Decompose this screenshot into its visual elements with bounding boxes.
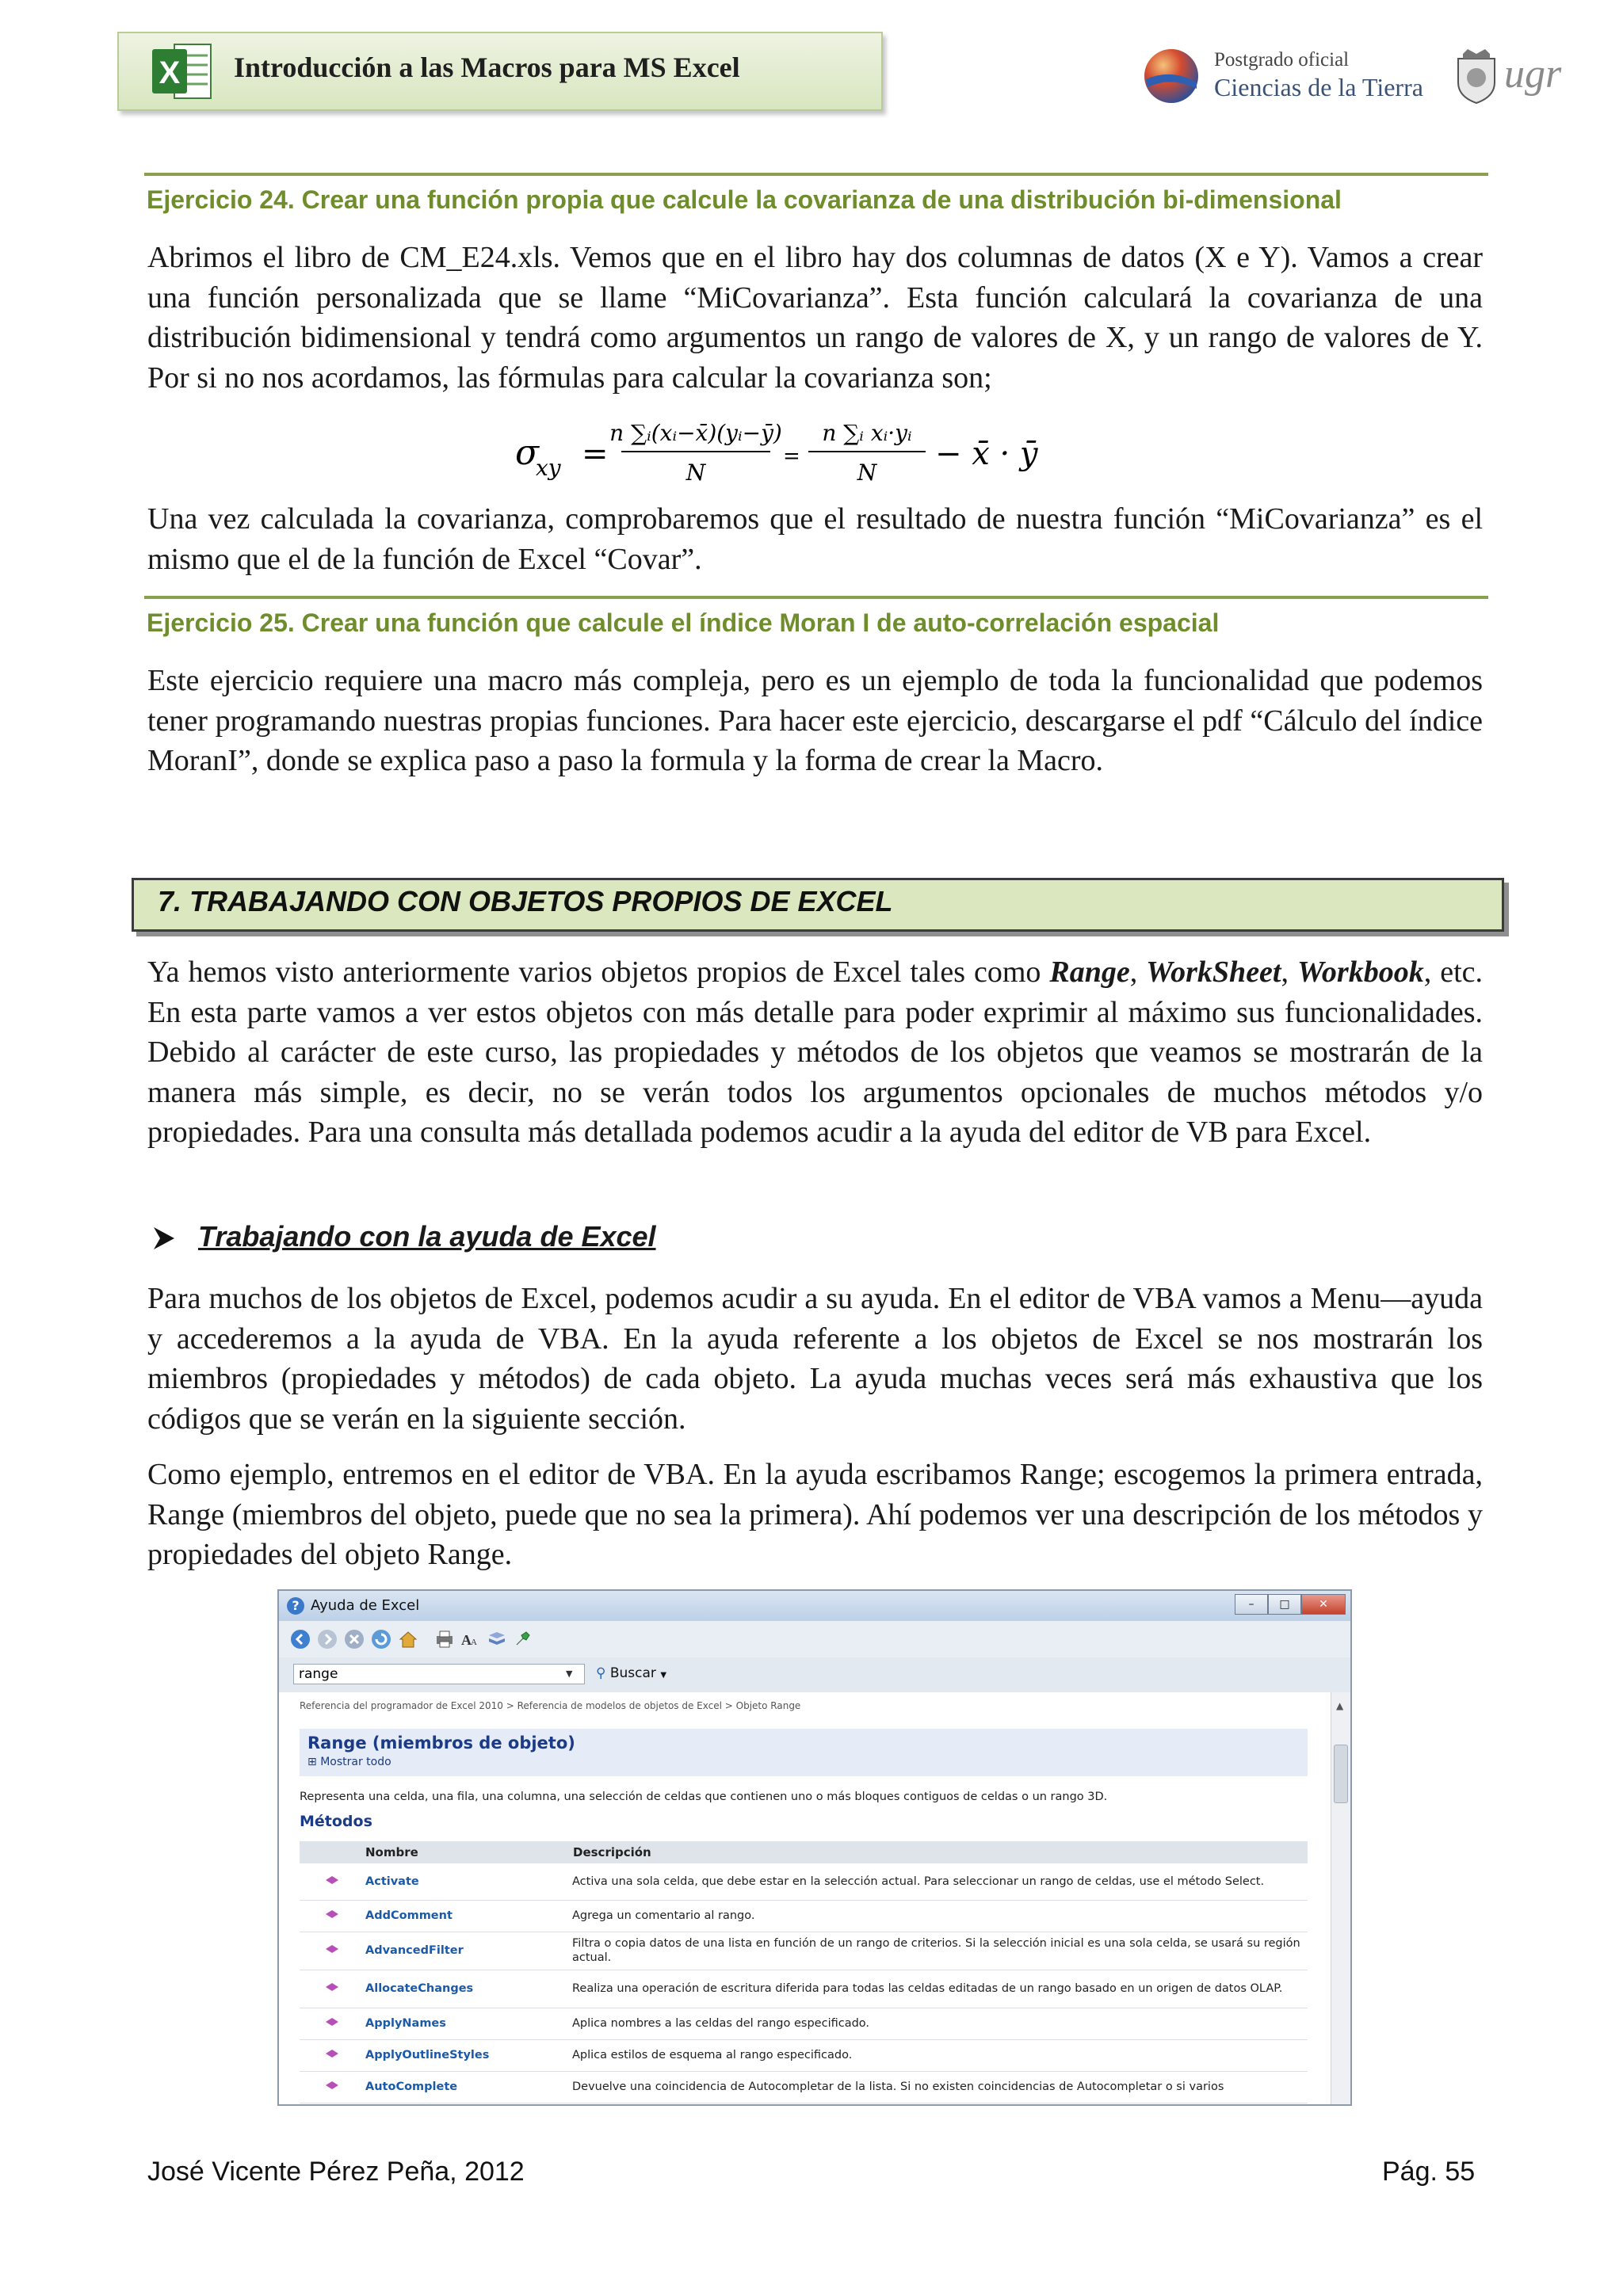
- institution-branding: [1143, 40, 1562, 111]
- forward-icon[interactable]: [317, 1629, 338, 1650]
- search-dropdown-icon[interactable]: ▼: [566, 1669, 573, 1679]
- program-name: Ciencias de la Tierra: [1214, 73, 1423, 101]
- search-input[interactable]: [293, 1664, 585, 1684]
- help-toolbar: [279, 1621, 1350, 1658]
- exercise-24-paragraph: Abrimos el libro de CM_E24.xls. Vemos que en el libro hay dos columnas de datos (X e Y). Vamos a crear una función personalizada que se llame “MiCovarianza”. Esta función calculará la covarianza de una distribución bidimensional y tendrá como argumentos un rango de valores de X, y un rango de valores de Y. Por si no nos acordamos, las fórmulas para calcular la covarianza son;: [147, 241, 1483, 395]
- method-icon: [325, 1875, 339, 1885]
- close-button[interactable]: ✕: [1301, 1594, 1346, 1615]
- refresh-icon[interactable]: [371, 1629, 391, 1650]
- document-title: Introducción a las Macros para MS Excel: [234, 51, 740, 83]
- methods-heading: Métodos: [300, 1813, 372, 1830]
- vertical-scrollbar[interactable]: [1331, 1692, 1350, 2104]
- object-header: [300, 1729, 1308, 1776]
- table-row: [300, 2039, 1308, 2071]
- exercise-24-conclusion: Una vez calculada la covarianza, comprobaremos que el resultado de nuestra función “MiCovarianza” es el mismo que el de la función de Excel “Covar”.: [147, 502, 1483, 576]
- search-icon: ⚲: [596, 1665, 606, 1681]
- chevron-down-icon: ▼: [660, 1671, 667, 1680]
- font-size-icon[interactable]: [460, 1629, 480, 1650]
- table-row: [300, 1970, 1308, 2008]
- exercise-24-heading: Ejercicio 24. Crear una función propia que calcule la covarianza de una distribución bi-dimensional: [147, 185, 1342, 214]
- help-content: [279, 1692, 1331, 2104]
- program-label: Postgrado oficial: [1214, 49, 1350, 71]
- method-description: Aplica nombres a las celdas del rango especificado.: [572, 2008, 1308, 2039]
- exercise-25-heading: Ejercicio 25. Crear una función que calcule el índice Moran I de auto-correlación espacial: [147, 608, 1220, 637]
- footer-author: José Vicente Pérez Peña, 2012: [147, 2157, 525, 2187]
- arrow-bullet-icon: [151, 1225, 178, 1252]
- excel-logo-icon: [151, 40, 214, 103]
- column-header-name: Nombre: [365, 1841, 572, 1863]
- print-icon[interactable]: [434, 1629, 455, 1650]
- formula-numerator-1: n ∑ᵢ(xᵢ−x̄)(yᵢ−ȳ): [609, 420, 782, 446]
- back-icon[interactable]: [290, 1629, 311, 1650]
- method-icon: [325, 2017, 339, 2027]
- exercise-25-paragraph: Este ejercicio requiere una macro más compleja, pero es un ejemplo de toda la funcionalidad que podemos tener programando nuestras propias funciones. Para hacer este ejercicio, descargarse el pdf “Cálculo del índice MoranI”, donde se explica paso a paso la formula y la forma de crear la Macro.: [147, 664, 1483, 777]
- method-description: Activa una sola celda, que debe estar en la selección actual. Para seleccionar un rango de celdas, use el método Select.: [572, 1863, 1308, 1900]
- document-header: [117, 32, 883, 111]
- book-icon[interactable]: [487, 1629, 507, 1650]
- svg-text:A: A: [471, 1638, 477, 1647]
- method-description: Devuelve una coincidencia de Autocompletar de la lista. Si no existen coincidencias de Autocompletar o si varios: [572, 2071, 1308, 2103]
- table-row: [300, 1900, 1308, 1932]
- search-button[interactable]: ⚲ Buscar ▼: [596, 1665, 667, 1681]
- method-description: Realiza una operación de escritura diferida para todas las celdas editadas de un rango basado en un origen de datos OLAP.: [572, 1970, 1308, 2008]
- section-7-title: 7. TRABAJANDO CON OBJETOS PROPIOS DE EXCEL: [158, 885, 893, 917]
- table-row: [300, 2008, 1308, 2039]
- method-name-link[interactable]: AddComment: [365, 1900, 572, 1932]
- method-name-link[interactable]: ApplyNames: [365, 2008, 572, 2039]
- methods-table: [300, 1841, 1308, 2103]
- method-name-link[interactable]: AllocateChanges: [365, 1970, 572, 2008]
- svg-text:=: =: [582, 436, 609, 472]
- svg-text:A: A: [461, 1632, 472, 1648]
- method-icon: [325, 2081, 339, 2090]
- table-row: [300, 2071, 1308, 2103]
- method-description: Aplica estilos de esquema al rango especificado.: [572, 2039, 1308, 2071]
- help-paragraph: Para muchos de los objetos de Excel, podemos acudir a su ayuda. En el editor de VBA vamos a Menu—ayuda y accederemos a la ayuda de VBA. En la ayuda referente a los objetos de Excel se nos mostrarán los miembros (propiedades y métodos) de cada objeto. La ayuda muchas veces será más exhaustiva que los códigos que se verán en la siguiente sección.: [147, 1282, 1483, 1436]
- method-name-link[interactable]: AutoComplete: [365, 2071, 572, 2103]
- table-row: [300, 1863, 1308, 1900]
- method-icon: [325, 1944, 339, 1954]
- formula-lhs: σ: [515, 433, 540, 473]
- breadcrumb[interactable]: Referencia del programador de Excel 2010 > Referencia de modelos de objetos de Excel > Objeto Range: [300, 1700, 801, 1711]
- formula-denominator-2: N: [857, 460, 877, 486]
- object-title: Range (miembros de objeto): [307, 1733, 575, 1753]
- method-name-link[interactable]: AdvancedFilter: [365, 1932, 572, 1970]
- window-titlebar: [279, 1591, 1350, 1621]
- search-bar: [279, 1657, 1350, 1693]
- method-description: Agrega un comentario al rango.: [572, 1900, 1308, 1932]
- pin-icon[interactable]: [512, 1629, 533, 1650]
- show-all-link[interactable]: ⊞ Mostrar todo: [307, 1756, 391, 1768]
- university-crest-icon: [1452, 48, 1501, 105]
- subsection-title: Trabajando con la ayuda de Excel: [198, 1220, 656, 1253]
- covariance-formula: [515, 412, 1133, 491]
- section-divider: [144, 173, 1488, 176]
- scroll-up-icon[interactable]: ▲: [1336, 1700, 1344, 1711]
- help-icon: ?: [287, 1597, 304, 1615]
- method-icon: [325, 1982, 339, 1992]
- page-number: Pág. 55: [1382, 2157, 1476, 2187]
- window-title: Ayuda de Excel: [311, 1597, 420, 1614]
- scroll-thumb[interactable]: [1334, 1745, 1348, 1803]
- method-icon: [325, 2049, 339, 2058]
- formula-numerator-2: n ∑ᵢ xᵢ·yᵢ: [822, 420, 912, 446]
- formula-equals-2: =: [783, 444, 800, 468]
- method-description: Filtra o copia datos de una lista en función de un rango de criterios. Si la selección inicial es una sola celda, se usará su región actual.: [572, 1932, 1308, 1970]
- svg-text:X: X: [158, 55, 181, 90]
- method-name-link[interactable]: ApplyOutlineStyles: [365, 2039, 572, 2071]
- excel-help-window: [277, 1589, 1352, 2106]
- column-header-description: Descripción: [572, 1841, 1308, 1863]
- section-divider: [144, 596, 1488, 599]
- object-description: Representa una celda, una fila, una columna, una selección de celdas que contienen uno o más bloques contiguos de celdas o un rango 3D.: [300, 1791, 1108, 1803]
- expand-icon: ⊞: [307, 1756, 321, 1768]
- table-row: [300, 1932, 1308, 1970]
- formula-tail: − x̄ · ȳ: [935, 436, 1038, 472]
- stop-icon[interactable]: [344, 1629, 365, 1650]
- section-7-intro: Ya hemos visto anteriormente varios objetos propios de Excel tales como Range, WorkSheet, Workbook, etc. En esta parte vamos a ver estos objetos con más detalle para poder exprimir al máximo sus funcionalidades. Debido al carácter de este curso, las propiedades y métodos de los objetos que veamos se mostrarán de la manera más simple, es decir, no se verán todos los argumentos opcionales de muchos métodos y/o propiedades. Para una consulta más detallada podemos acudir a la ayuda del editor de VB para Excel.: [147, 955, 1483, 1149]
- formula-lhs-sub: xy: [536, 455, 561, 481]
- minimize-button[interactable]: –: [1235, 1594, 1268, 1615]
- university-logo-text: ugr: [1504, 51, 1562, 97]
- example-paragraph: Como ejemplo, entremos en el editor de VBA. En la ayuda escribamos Range; escogemos la primera entrada, Range (miembros del objeto, puede que no sea la primera). Ahí podemos ver una descripción de los métodos y propiedades del objeto Range.: [147, 1458, 1483, 1571]
- globe-logo-icon: [1143, 48, 1200, 105]
- method-name-link[interactable]: Activate: [365, 1863, 572, 1900]
- formula-denominator-1: N: [685, 460, 706, 486]
- method-icon: [325, 1909, 339, 1919]
- home-icon[interactable]: [398, 1629, 418, 1650]
- maximize-button[interactable]: □: [1268, 1594, 1301, 1615]
- section-7-banner: [132, 878, 1504, 932]
